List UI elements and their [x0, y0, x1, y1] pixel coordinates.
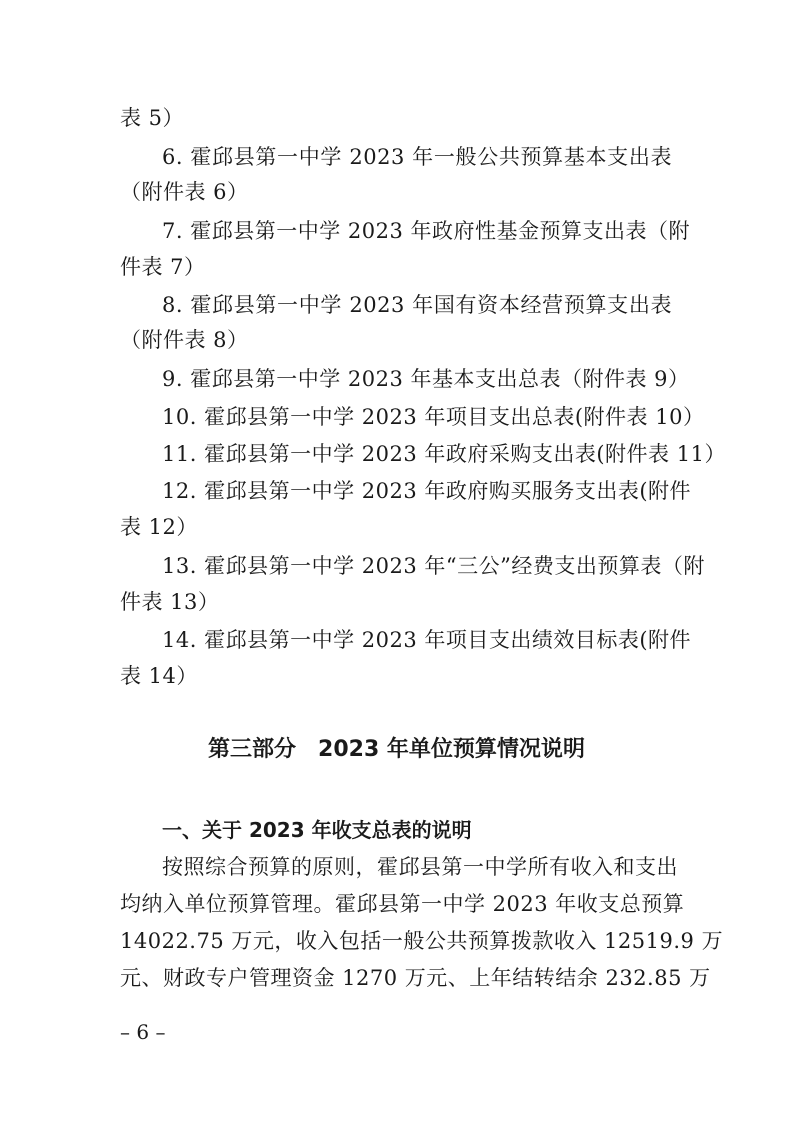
- list-line: 6. 霍邱县第一中学 2023 年一般公共预算基本支出表: [162, 145, 672, 169]
- list-line: 件表 13）: [120, 590, 220, 614]
- paragraph-line: 均纳入单位预算管理。霍邱县第一中学 2023 年收支总预算: [120, 892, 685, 916]
- list-line: 表 12）: [120, 515, 198, 539]
- list-line: 11. 霍邱县第一中学 2023 年政府采购支出表(附件表 11）: [162, 442, 726, 466]
- paragraph-line: 按照综合预算的原则，霍邱县第一中学所有收入和支出: [162, 855, 678, 879]
- list-line: 10. 霍邱县第一中学 2023 年项目支出总表(附件表 10）: [162, 405, 705, 429]
- list-line: 9. 霍邱县第一中学 2023 年基本支出总表（附件表 9）: [162, 367, 690, 391]
- list-line: 8. 霍邱县第一中学 2023 年国有资本经营预算支出表: [162, 293, 672, 317]
- list-line: 7. 霍邱县第一中学 2023 年政府性基金预算支出表（附: [162, 219, 691, 243]
- list-line: 12. 霍邱县第一中学 2023 年政府购买服务支出表(附件: [162, 479, 692, 503]
- list-line: 件表 7）: [120, 255, 206, 279]
- section-title: 第三部分 2023 年单位预算情况说明: [208, 737, 585, 762]
- paragraph-line: 14022.75 万元，收入包括一般公共预算拨款收入 12519.9 万: [120, 929, 724, 953]
- paragraph-line: 元、财政专户管理资金 1270 万元、上年结转结余 232.85 万: [120, 966, 711, 990]
- list-line: 表 5）: [120, 106, 185, 130]
- subsection-title: 一、关于 2023 年收支总表的说明: [162, 818, 472, 842]
- list-line: （附件表 6）: [120, 180, 249, 204]
- list-line: （附件表 8）: [120, 328, 249, 352]
- page-number: – 6 –: [120, 1020, 166, 1044]
- list-line: 表 14）: [120, 664, 198, 688]
- list-line: 14. 霍邱县第一中学 2023 年项目支出绩效目标表(附件: [162, 628, 692, 652]
- list-line: 13. 霍邱县第一中学 2023 年“三公”经费支出预算表（附: [162, 554, 705, 578]
